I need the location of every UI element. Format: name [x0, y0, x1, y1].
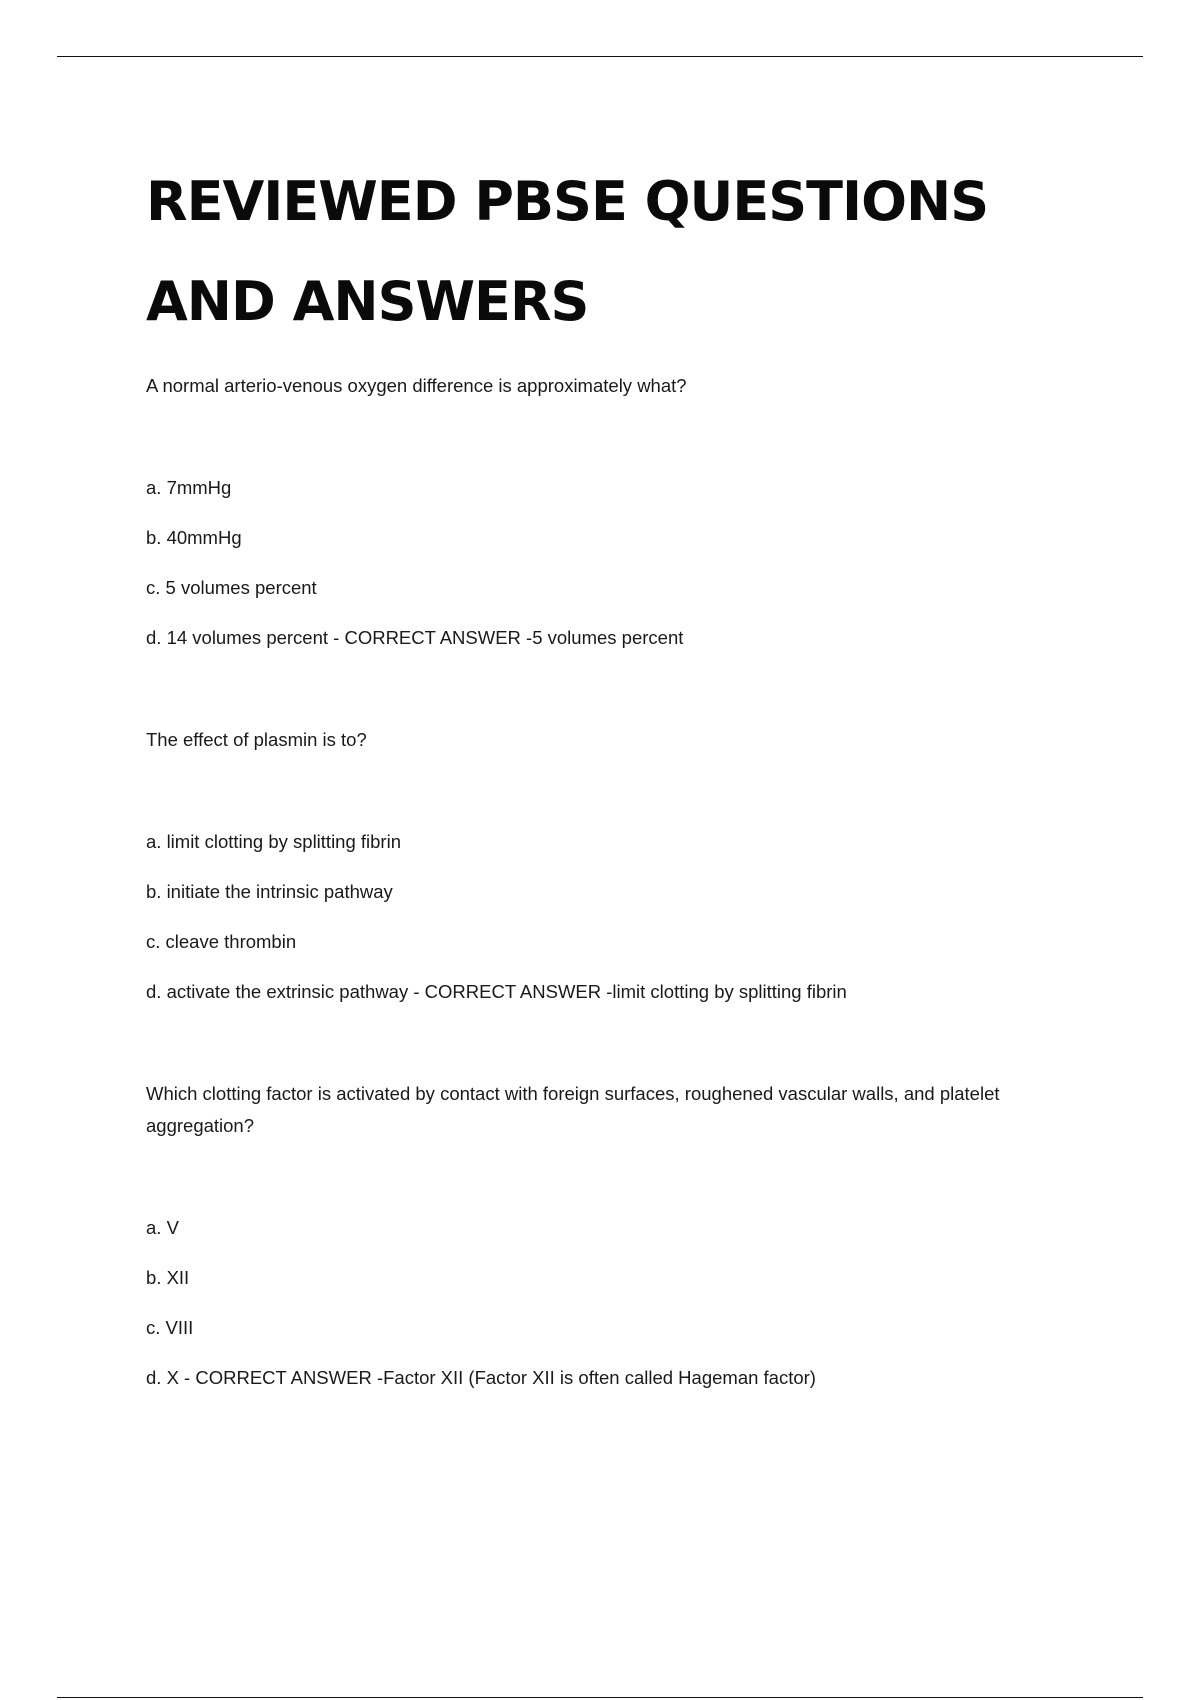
- answer-option: c. VIII: [146, 1317, 194, 1338]
- question-text: The effect of plasmin is to?: [146, 729, 367, 750]
- document-body: [146, 152, 1046, 1412]
- answer-options: [146, 472, 1046, 672]
- answer-option: a. V: [146, 1217, 179, 1238]
- answer-options: [146, 826, 1046, 1026]
- question-block: [146, 1078, 1046, 1412]
- answer-option-with-correct-answer: d. 14 volumes percent - CORRECT ANSWER -5 volumes percent: [146, 627, 684, 648]
- answer-option: b. 40mmHg: [146, 527, 242, 548]
- answer-option-with-correct-answer: d. X - CORRECT ANSWER -Factor XII (Factor XII is often called Hageman factor): [146, 1367, 816, 1388]
- answer-option: a. limit clotting by splitting fibrin: [146, 831, 401, 852]
- question-block: [146, 724, 1046, 1026]
- question-text: Which clotting factor is activated by contact with foreign surfaces, roughened vascular walls, and platelet aggregation?: [146, 1083, 1000, 1136]
- answer-option: c. 5 volumes percent: [146, 577, 317, 598]
- question-block: [146, 370, 1046, 672]
- answer-options: [146, 1212, 1046, 1412]
- question-text: A normal arterio-venous oxygen difference is approximately what?: [146, 375, 687, 396]
- answer-option: b. XII: [146, 1267, 190, 1288]
- document-title: REVIEWED PBSE QUESTIONS AND ANSWERS: [146, 170, 989, 333]
- top-divider: [57, 56, 1143, 57]
- answer-option: b. initiate the intrinsic pathway: [146, 881, 393, 902]
- bottom-divider: [57, 1697, 1143, 1698]
- answer-option: a. 7mmHg: [146, 477, 232, 498]
- answer-option: c. cleave thrombin: [146, 931, 297, 952]
- answer-option-with-correct-answer: d. activate the extrinsic pathway - CORRECT ANSWER -limit clotting by splitting fibrin: [146, 981, 847, 1002]
